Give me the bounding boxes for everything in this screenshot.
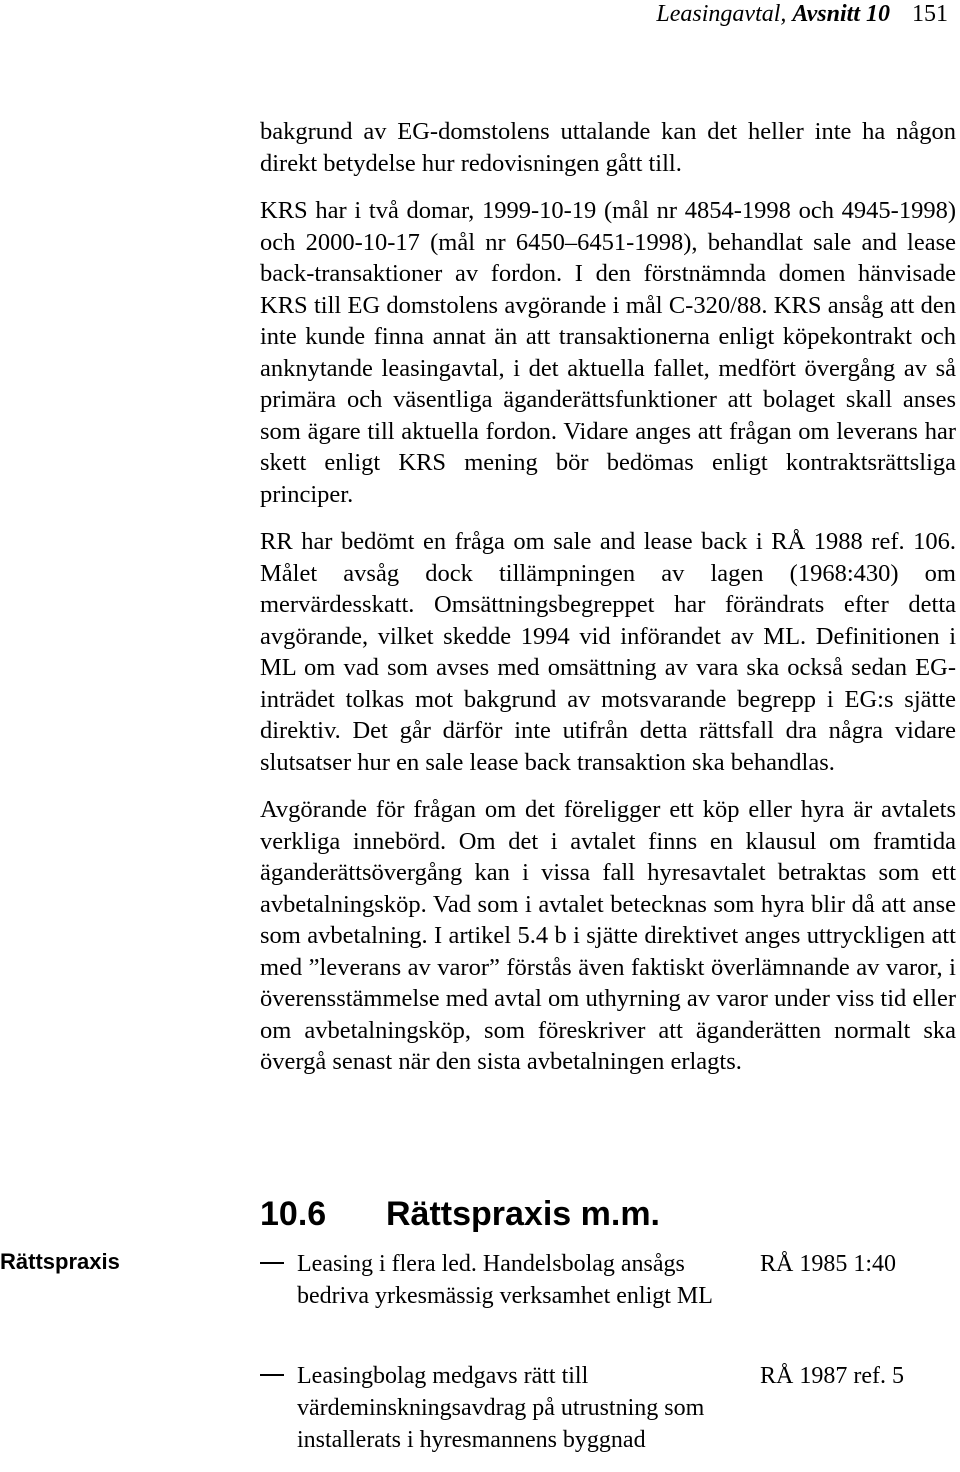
paragraph: RR har bedömt en fråga om sale and lease back i RÅ 1988 ref. 106. Målet avsåg dock tillämpningen av lagen (1968:430) om mervärdesskatt. Omsättningsbegreppet har förändrats efter detta avgörande, vilket skedde 1994 vid införandet av ML. Definitionen i ML om vad som avses med omsättning av vara ska också sedan EG-inträdet tolkas mot bakgrund av motsvarande begrepp i EG:s sjätte direktiv. Det går därför inte utifrån detta rättsfall dra några vidare slutsatser hur en sale lease back transaktion ska behandlas. [260,528,956,776]
case-reference: RÅ 1985 1:40 [760,1251,897,1277]
list-item [260,1248,960,1348]
case-list [260,1248,960,1472]
paragraph: KRS har i två domar, 1999-10-19 (mål nr 4854-1998 och 4945-1998) och 2000-10-17 (mål nr 6450–6451-1998), behandlat sale and lease back-transaktioner av fordon. I den förstnämnda domen hänvisade KRS till EG domstolens avgörande i mål C-320/88. KRS ansåg att den inte kunde finna annat än att transaktionerna enligt köpekontrakt och anknytande leasingavtal, i det aktuella fallet, medfört övergång av så primära och väsentliga äganderättsfunktioner att bolaget skall anses som ägare till aktuella fordon. Vidare anges att frågan om leverans har skett enligt KRS mening bör bedömas enligt kontraktsrättsliga principer. [260,197,956,508]
section-label: Avsnitt 10 [792,1,890,27]
list-item [260,1360,960,1460]
body-text [260,116,956,1094]
paragraph: bakgrund av EG-domstolens uttalande kan det heller inte ha någon direkt betydelse hur redovisningen gått till. [260,118,956,177]
section-number: 10.6 [260,1195,327,1233]
margin-label: Rättspraxis [0,1249,120,1274]
running-title: Leasingavtal, [656,1,793,27]
section-heading [260,1194,660,1234]
section-title: Rättspraxis m.m. [386,1195,660,1233]
case-description: Leasingbolag medgavs rätt till värdeminskningsavdrag på utrustning som installerats i hyresmannens byggnad [297,1363,705,1453]
page-number: 151 [912,1,948,27]
case-description: Leasing i flera led. Handelsbolag ansågs bedriva yrkesmässig verksamhet enligt ML [297,1251,713,1309]
case-reference: RÅ 1987 ref. 5 [760,1363,904,1389]
dash-bullet [260,1374,284,1376]
paragraph: Avgörande för frågan om det föreligger ett köp eller hyra är avtalets verkliga innebörd. Om det i avtalet finns en klausul om framtida äganderättsövergång kan i vissa fall hyresavtalet betraktas som ett avbetalningsköp. Vad som i avtalet betecknas som hyra blir då att anse som avbetalning. I artikel 5.4 b i sjätte direktivet anges uttryckligen att med ”leverans av varor” förstås även faktiskt överlämnande av varor, i överensstämmelse med avtal om uthyrning av varor under viss tid eller om avbetalningsköp, som föreskriver att äganderätten normalt ska övergå senast när den sista avbetalningen erlagts. [260,796,956,1075]
running-header [656,0,948,28]
dash-bullet [260,1262,284,1264]
